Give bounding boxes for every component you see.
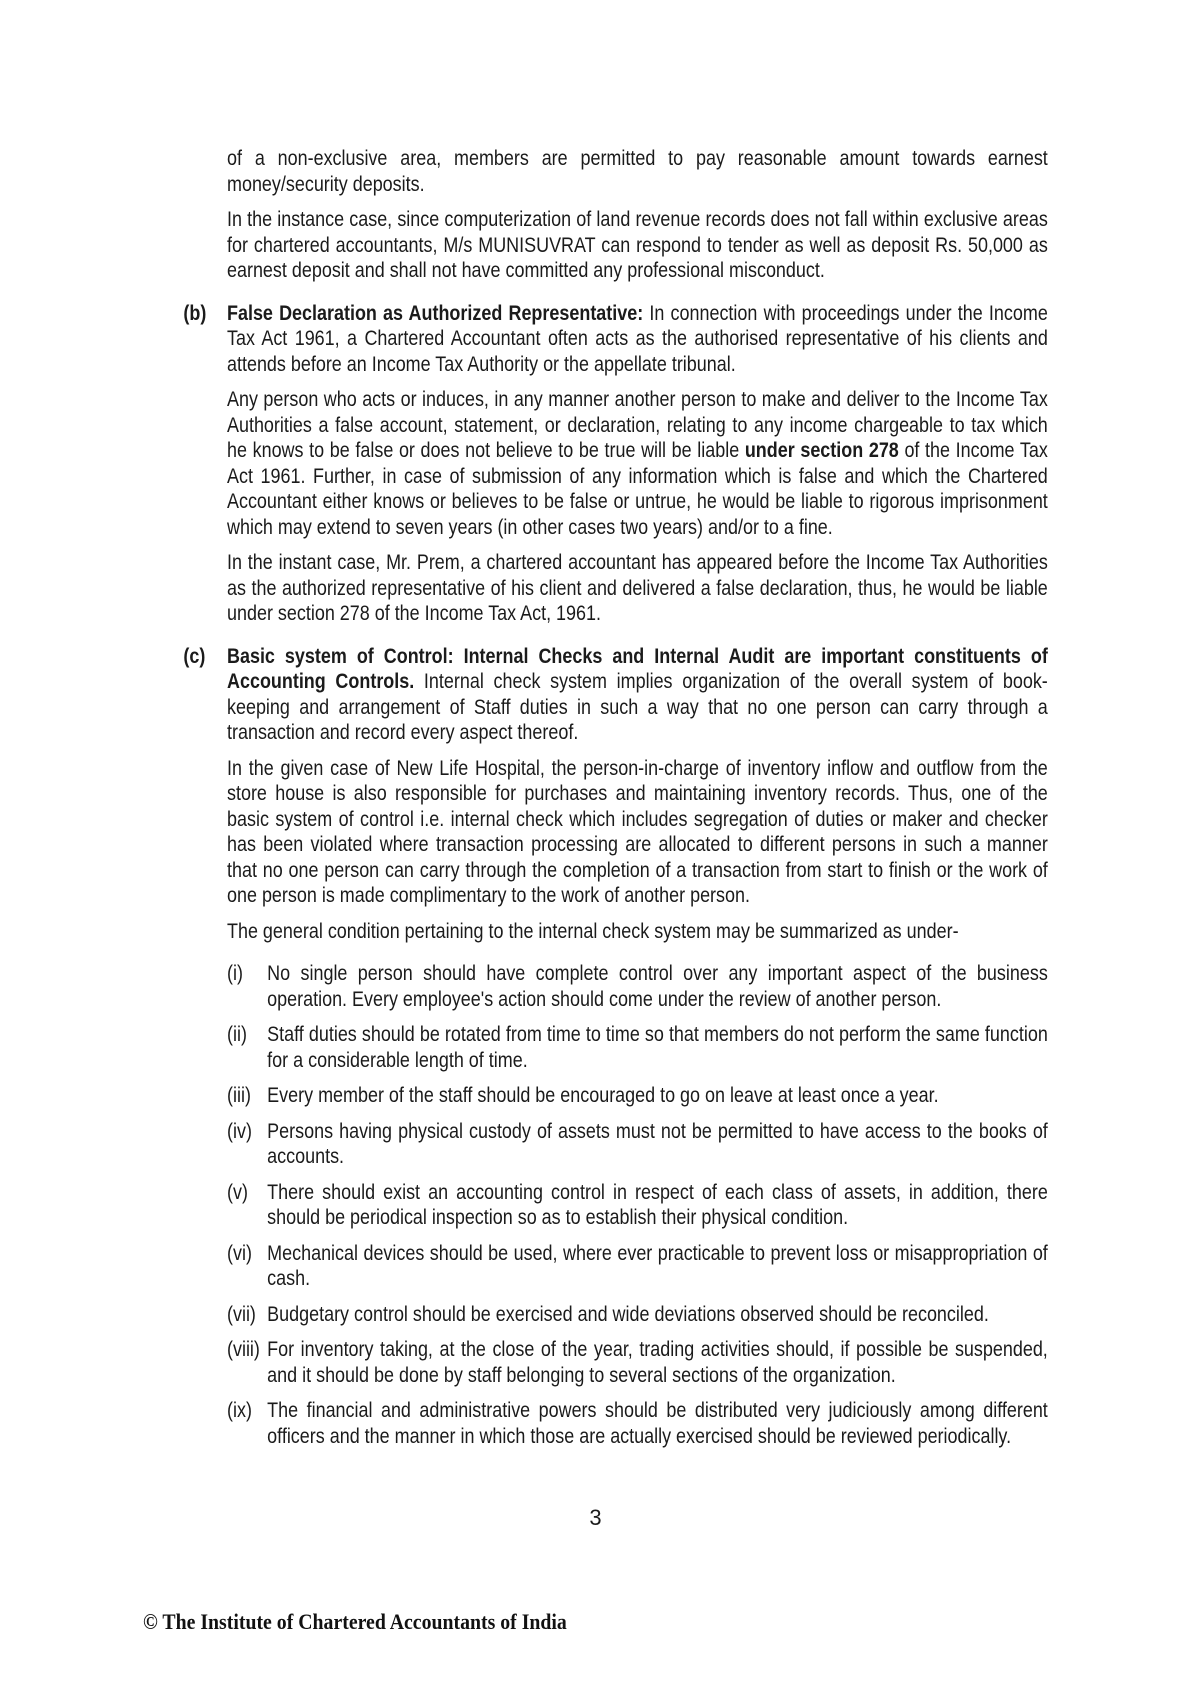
list-item-number: (v) [227,1180,253,1204]
list-item-number: (iii) [227,1084,256,1107]
list-item [227,1119,1048,1170]
text-run: of the Income Tax Act 1961. Further, in case of submission of any information which is false and which the Chartered Accountant either knows or believes to be false or untrue, he would be liable to rigorous imprisonment which may extend to seven years (in other cases two years) and/or to a fine. [227,439,1048,539]
bold-text-run: False Declaration as Authorized Representative: [227,301,650,325]
text-run: The financial and administrative powers should be distributed very judiciously among different officers and the manner in which those are actually exercised should be reviewed periodically. [267,1399,1048,1448]
list-item [227,1083,1048,1109]
list-item-number: (viii) [227,1338,265,1361]
text-run: Mechanical devices should be used, where ever practicable to prevent loss or misappropriation of cash. [267,1241,1048,1290]
text-run: Persons having physical custody of assets must not be permitted to have access to the books of accounts. [267,1119,1048,1168]
bold-text-run: under section 278 [744,439,899,462]
list-item-number: (iv) [227,1119,257,1143]
text-run: Internal check system implies organization of the overall system of book-keeping and arrangement of Staff duties in such a way that no one person can carry through a transaction and record every aspect thereof. [227,670,1048,744]
list-item-number: (i) [227,962,248,985]
text-run: In the instance case, since computerization of land revenue records does not fall within exclusive areas for chartered accountants, M/s MUNISUVRAT can respond to tender as well as deposit Rs. 50,000 as earnest deposit and shall not have committed any professional misconduct. [227,208,1048,282]
paragraph [227,919,1048,945]
list-item-number: (ii) [227,1023,252,1046]
paragraph [227,756,1048,909]
list-item [227,1398,1048,1449]
text-run: Every member of the staff should be encouraged to go on leave at least once a year. [267,1084,939,1107]
text-run: In the instant case, Mr. Prem, a chartered accountant has appeared before the Income Tax Authorities as the authorized representative of his client and delivered a false declaration, thus, he would be liable under section 278 of the Income Tax Act, 1961. [227,551,1048,625]
labeled-paragraph [183,301,1048,378]
list-item-number: (vi) [227,1241,257,1265]
bold-text-run: Basic system of Control: Internal Checks and Internal Audit are important constituents of Accounting Controls. [227,644,1048,693]
list-item [227,1180,1048,1231]
labeled-paragraph [183,644,1048,746]
paragraph [227,207,1048,284]
list-item [227,1302,1048,1328]
footer-copyright: © The Institute of Chartered Accountants of India [143,1609,567,1634]
text-run: of a non-exclusive area, members are permitted to pay reasonable amount towards earnest money/security deposits. [227,147,1048,196]
text-run: The general condition pertaining to the internal check system may be summarized as under- [227,919,959,943]
text-run: Budgetary control should be exercised and wide deviations observed should be reconciled. [267,1302,989,1326]
list-item [227,1022,1048,1073]
paragraph [227,146,1048,197]
page-content [183,146,1048,1459]
numbered-list [227,961,1048,1449]
page-number: 3 [589,1505,602,1530]
list-item [227,961,1048,1012]
section-label: (c) [183,644,206,668]
paragraph [227,387,1048,540]
text-run: There should exist an accounting control in respect of each class of assets, in addition, there should be periodical inspection so as to establish their physical condition. [267,1180,1048,1229]
text-run: In the given case of New Life Hospital, the person-in-charge of inventory inflow and outflow from the store house is also responsible for purchases and maintaining inventory records. Thus, one of the basic system of control i.e. internal check which includes segregation of duties or maker and checker has been violated where transaction processing are allocated to different persons in such a manner that no one person can carry through the completion of a transaction from start to finish or the work of one person is made complimentary to the work of another person. [227,756,1048,907]
text-run: Any person who acts or induces, in any manner another person to make and deliver to the Income Tax Authorities a false account, statement, or declaration, relating to any income chargeable to tax which he knows to be false or does not believe to be true will be liable [227,388,1048,462]
list-item [227,1241,1048,1292]
list-item [227,1337,1048,1388]
text-run: No single person should have complete control over any important aspect of the business operation. Every employee's action should come under the review of another person. [267,962,1048,1011]
text-run: For inventory taking, at the close of the year, trading activities should, if possible be suspended, and it should be done by staff belonging to several sections of the organization. [267,1338,1048,1387]
paragraph [227,550,1048,627]
text-run: In connection with proceedings under the Income Tax Act 1961, a Chartered Accountant often acts as the authorised representative of his clients and attends before an Income Tax Authority or the appellate tribunal. [227,301,1048,376]
text-run: Staff duties should be rotated from time to time so that members do not perform the same function for a considerable length of time. [267,1023,1048,1072]
list-item-number: (ix) [227,1399,257,1422]
section-label: (b) [183,301,207,325]
list-item-number: (vii) [227,1302,261,1326]
